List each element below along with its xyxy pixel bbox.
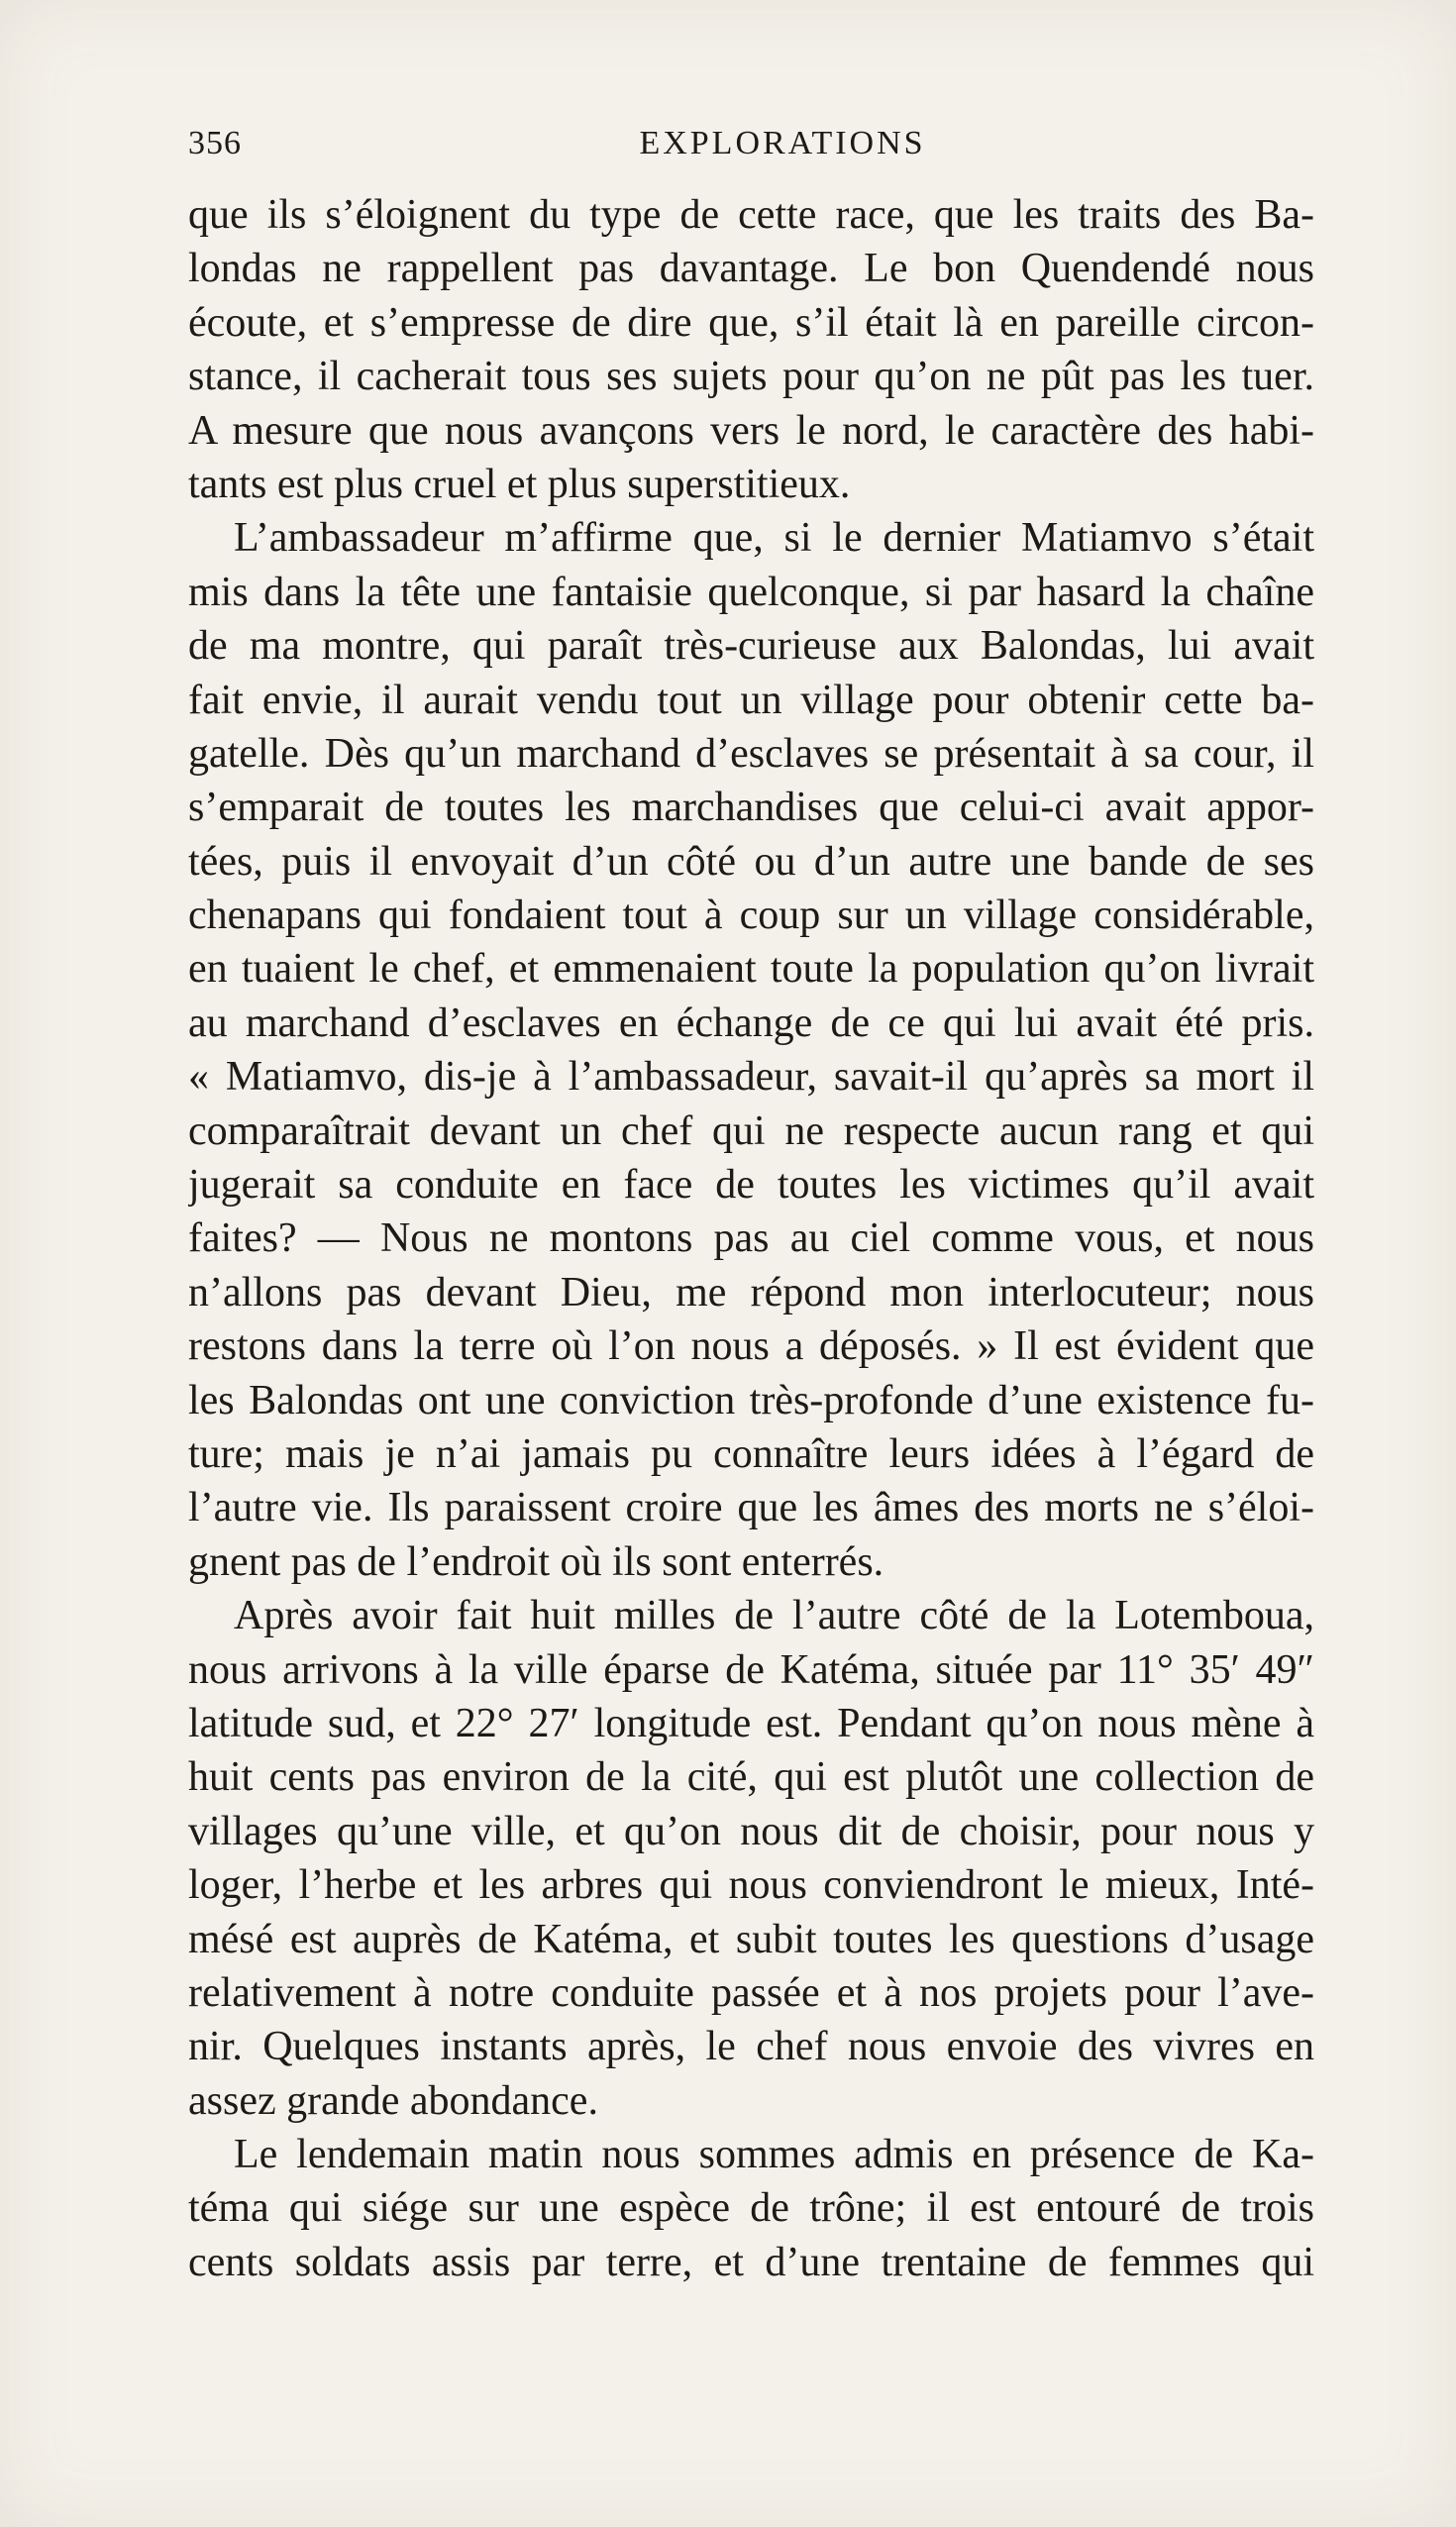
- text-line: n’allons pas devant Dieu, me répond mon interlocuteur; nous: [188, 1269, 1314, 1316]
- text-line: restons dans la terre où l’on nous a déposés. » Il est évident que: [188, 1323, 1314, 1370]
- text-line: gatelle. Dès qu’un marchand d’esclaves se présentait à sa cour, il: [188, 730, 1314, 777]
- text-line: loger, l’herbe et les arbres qui nous conviendront le mieux, Inté-: [188, 1862, 1314, 1909]
- text-line: nous arrivons à la ville éparse de Katéma, située par 11° 35′ 49″: [188, 1646, 1314, 1693]
- text-line: tées, puis il envoyait d’un côté ou d’un autre une bande de ses: [188, 838, 1314, 885]
- text-line: l’autre vie. Ils paraissent croire que les âmes des morts ne s’éloi-: [188, 1485, 1314, 1531]
- text-line: Le lendemain matin nous sommes admis en présence de Ka-: [234, 2132, 1314, 2178]
- text-line: villages qu’une ville, et qu’on nous dit de choisir, pour nous y: [188, 1808, 1314, 1854]
- text-line: gnent pas de l’endroit où ils sont enterrés.: [188, 1538, 884, 1585]
- text-line: écoute, et s’empresse de dire que, s’il était là en pareille circon-: [188, 299, 1314, 346]
- text-line: s’emparait de toutes les marchandises que celui-ci avait appor-: [188, 785, 1314, 831]
- text-line: chenapans qui fondaient tout à coup sur un village considérable,: [188, 893, 1314, 939]
- text-line: que ils s’éloignent du type de cette race, que les traits des Ba-: [188, 192, 1314, 238]
- text-line: mis dans la tête une fantaisie quelconque, si par hasard la chaîne: [188, 569, 1314, 615]
- text-line: cents soldats assis par terre, et d’une trentaine de femmes qui: [188, 2239, 1314, 2285]
- running-head: EXPLORATIONS: [639, 125, 926, 161]
- text-line: fait envie, il aurait vendu tout un village pour obtenir cette ba-: [188, 677, 1314, 723]
- text-line: L’ambassadeur m’affirme que, si le dernier Matiamvo s’était: [234, 515, 1314, 562]
- text-line: au marchand d’esclaves en échange de ce qui lui avait été pris.: [188, 1000, 1314, 1046]
- text-line: relativement à notre conduite passée et à nos projets pour l’ave-: [188, 1969, 1314, 2016]
- text-line: « Matiamvo, dis-je à l’ambassadeur, savait-il qu’après sa mort il: [188, 1054, 1314, 1101]
- text-line: assez grande abondance.: [188, 2077, 598, 2124]
- text-line: latitude sud, et 22° 27′ longitude est. Pendant qu’on nous mène à: [188, 1700, 1314, 1746]
- text-line: jugerait sa conduite en face de toutes les victimes qu’il avait: [188, 1162, 1314, 1209]
- text-line: comparaîtrait devant un chef qui ne respecte aucun rang et qui: [188, 1107, 1314, 1154]
- text-line: téma qui siége sur une espèce de trône; il est entouré de trois: [188, 2185, 1314, 2232]
- text-line: en tuaient le chef, et emmenaient toute la population qu’on livrait: [188, 946, 1314, 993]
- text-line: ture; mais je n’ai jamais pu connaître leurs idées à l’égard de: [188, 1430, 1314, 1477]
- page-number: 356: [188, 125, 242, 161]
- text-line: A mesure que nous avançons vers le nord, le caractère des habi-: [188, 407, 1314, 454]
- text-line: les Balondas ont une conviction très-profonde d’une existence fu-: [188, 1377, 1314, 1423]
- text-line: faites? — Nous ne montons pas au ciel comme vous, et nous: [188, 1215, 1314, 1262]
- text-line: stance, il cacherait tous ses sujets pour qu’on ne pût pas les tuer.: [188, 354, 1314, 400]
- text-line: mésé est auprès de Katéma, et subit toutes les questions d’usage: [188, 1916, 1314, 1962]
- text-line: nir. Quelques instants après, le chef nous envoie des vivres en: [188, 2024, 1314, 2070]
- text-line: tants est plus cruel et plus superstitieux.: [188, 461, 851, 507]
- text-line: londas ne rappellent pas davantage. Le bon Quendendé nous: [188, 246, 1314, 292]
- text-line: Après avoir fait huit milles de l’autre côté de la Lotemboua,: [234, 1593, 1314, 1639]
- text-line: huit cents pas environ de la cité, qui est plutôt une collection de: [188, 1754, 1314, 1801]
- body-text: [188, 188, 1314, 2289]
- page-header: [188, 117, 1317, 176]
- text-line: de ma montre, qui paraît très-curieuse aux Balondas, lui avait: [188, 623, 1314, 670]
